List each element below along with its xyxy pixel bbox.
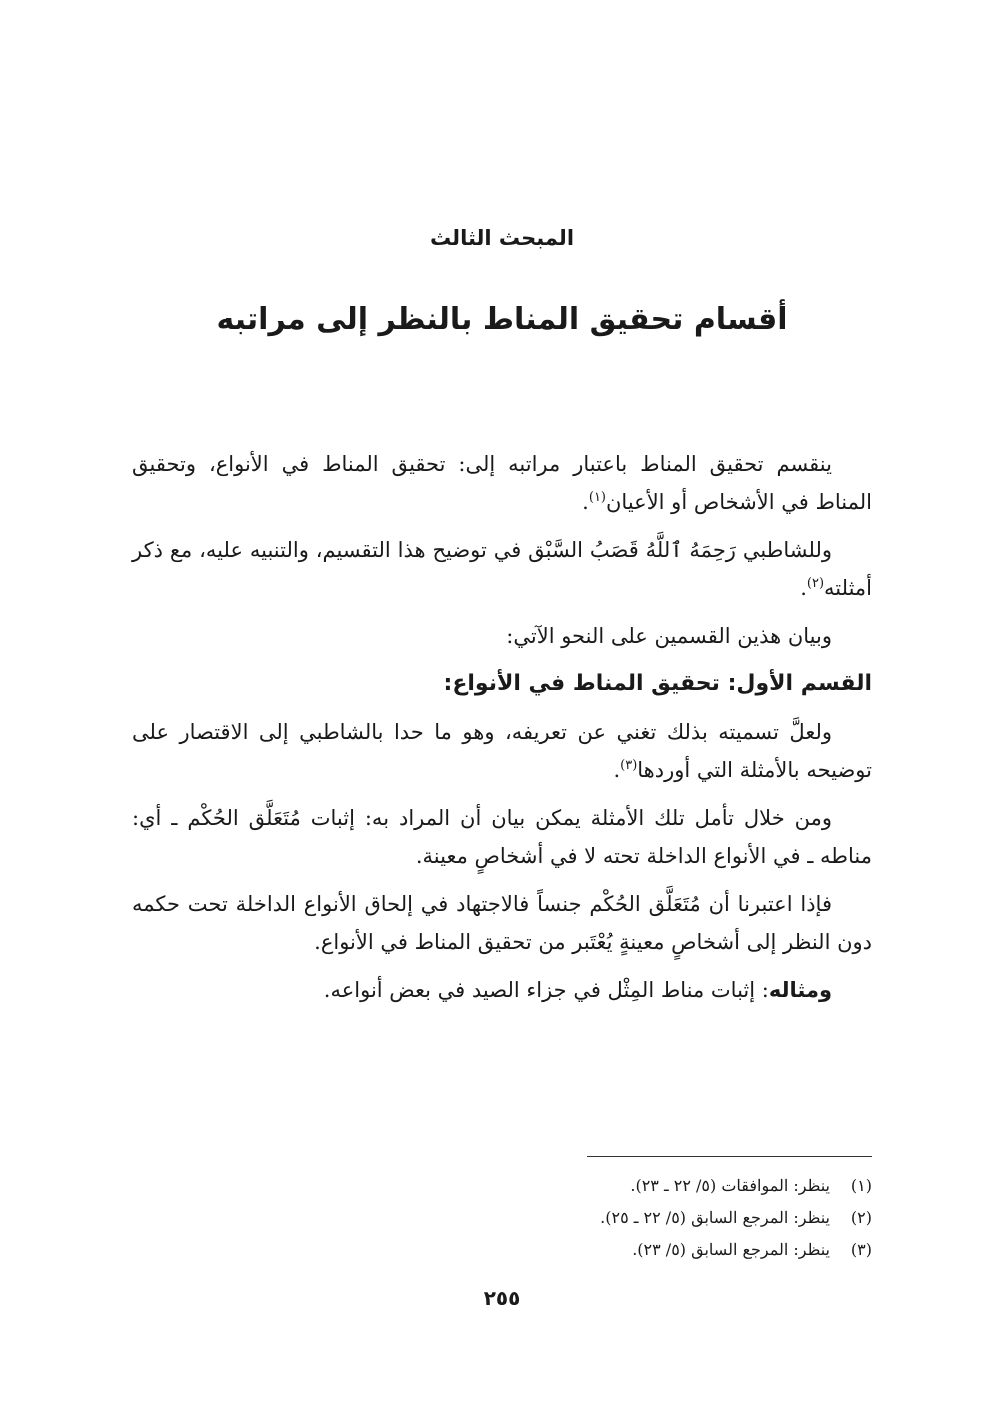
page-number: ٢٥٥: [483, 1286, 521, 1310]
chapter-title: أقسام تحقيق المناط بالنظر إلى مراتبه: [216, 302, 788, 337]
paragraph-3: [132, 617, 872, 655]
body-text: [132, 445, 872, 1019]
paragraph-4: [132, 713, 872, 789]
paragraph-5-text: ومن خلال تأمل تلك الأمثلة يمكن بيان أن المراد به: إثبات مُتَعَلَّق الحُكْم ـ أي: مناطه ـ في الأنواع الداخلة تحته لا في أشخاصٍ معينة.: [132, 806, 872, 868]
footnote-3-number: (٣): [850, 1240, 872, 1259]
example-lead: ومثاله: [768, 978, 832, 1002]
paragraph-3-text: وبيان هذين القسمين على النحو الآتي:: [506, 624, 832, 648]
footnote-ref-2: (٢): [806, 576, 825, 591]
footnote-1: [272, 1170, 872, 1202]
paragraph-5: [132, 799, 872, 875]
footnotes: [272, 1170, 872, 1266]
footnote-2-text: ينظر: المرجع السابق (٥/ ٢٢ ـ ٢٥).: [600, 1208, 830, 1227]
section-label: المبحث الثالث: [429, 226, 575, 250]
paragraph-7-text: : إثبات مناط المِثْل في جزاء الصيد في بعض أنواعه.: [323, 978, 769, 1002]
footnote-3: [272, 1234, 872, 1266]
paragraph-2-tail: .: [800, 576, 807, 600]
footnote-ref-3: (٣): [620, 758, 638, 773]
footnote-1-text: ينظر: الموافقات (٥/ ٢٢ ـ ٢٣).: [630, 1176, 830, 1195]
footnote-3-text: ينظر: المرجع السابق (٥/ ٢٣).: [632, 1240, 830, 1259]
paragraph-2: [132, 531, 872, 607]
footnote-ref-1: (١): [588, 490, 606, 505]
paragraph-1: [132, 445, 872, 521]
footnote-separator: [587, 1156, 872, 1157]
paragraph-1-text: ينقسم تحقيق المناط باعتبار مراتبه إلى: تحقيق المناط في الأنواع، وتحقيق المناط في الأشخاص أو الأعيان: [132, 452, 872, 514]
section-heading-first-part: القسم الأول: تحقيق المناط في الأنواع:: [443, 671, 872, 696]
paragraph-1-tail: .: [582, 490, 589, 514]
paragraph-6-text: فإذا اعتبرنا أن مُتَعَلَّق الحُكْم جنساً فالاجتهاد في إلحاق الأنواع الداخلة تحت حكمه دون النظر إلى أشخاصٍ معينةٍ يُعْتَبر من تحقيق المناط في الأنواع.: [132, 892, 872, 954]
paragraph-7: [132, 971, 872, 1009]
footnote-2: [272, 1202, 872, 1234]
paragraph-6: [132, 885, 872, 961]
paragraph-4-text: ولعلَّ تسميته بذلك تغني عن تعريفه، وهو ما حدا بالشاطبي إلى الاقتصار على توضيحه بالأمثلة التي أوردها: [132, 720, 872, 782]
paragraph-4-tail: .: [613, 758, 621, 782]
footnote-1-number: (١): [850, 1176, 872, 1195]
footnote-2-number: (٢): [850, 1208, 872, 1227]
paragraph-2-text: وللشاطبي رَحِمَهُ ٱللَّهُ قَصَبُ السَّبْق في توضيح هذا التقسيم، والتنبيه عليه، مع ذكر أمثلته: [132, 538, 872, 600]
